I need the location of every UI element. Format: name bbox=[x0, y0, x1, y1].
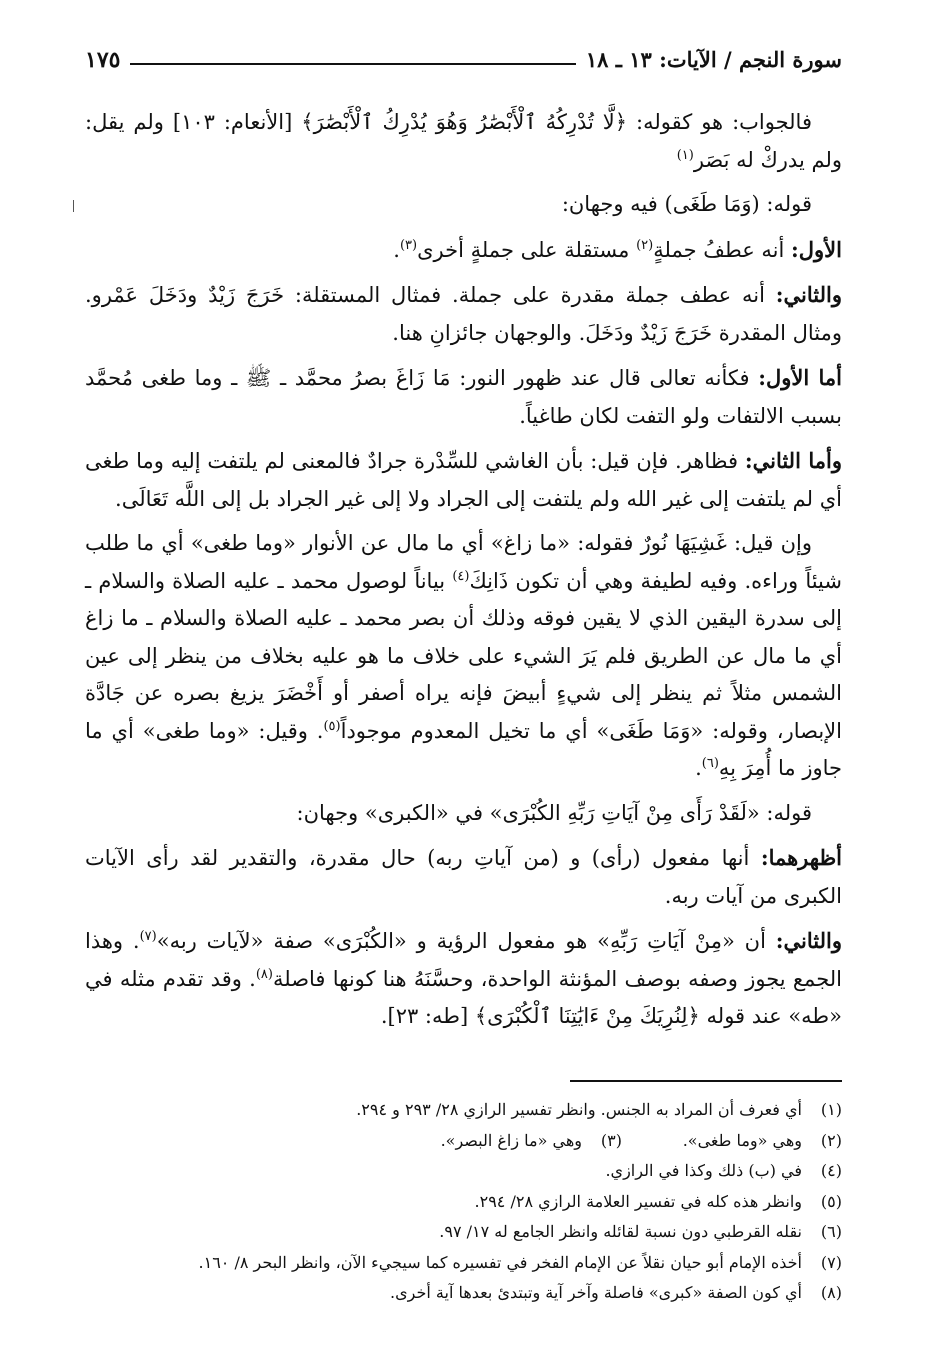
paragraph: أظهرهما: أنها مفعول (رأى) و (من آياتِ ربه) حال مقدرة، والتقدير لقد رأى الآيات الكبرى من آيات ربه. bbox=[85, 845, 842, 908]
footnote: (٧) أخذه الإمام أبو حيان نقلاً عن الإمام الفخر في تفسيره كما سيجيء الآن، وانظر البحر ٨/ ١٦٠. bbox=[198, 1252, 842, 1272]
paragraph: الأول: أنه عطفُ جملةٍ$^{(٢)}$ مستقلة على جملةٍ أخرى$^{(٣)}$. bbox=[393, 236, 842, 262]
paragraph: وأما الثاني: فظاهر. فإن قيل: بأن الغاشي للسِّدْرة جرادٌ فالمعنى لم يلتفت إليه وما طغى أي لم يلتفت إلى غير الله ولم يلتفت إلى الجراد ولا إلى غير الجراد بل إلى اللَّه تَعَالَى. bbox=[85, 448, 842, 511]
paragraph: والثاني: أنه عطف جملة مقدرة على جملة. فمثال المستقلة: خَرَجَ زَيْدٌ ودَخَلَ عَمْرو. ومثال المقدرة خَرَجَ زَيْدٌ ودَخَلَ. والوجهان جائزانِ هنا. bbox=[85, 282, 842, 345]
running-header bbox=[85, 34, 842, 74]
footnote: (٣) وهي «ما زاغ البصر». bbox=[440, 1130, 622, 1150]
margin-mark bbox=[73, 200, 74, 212]
paragraph: فالجواب: هو كقوله: ﴿لَّا تُدْرِكُهُ ٱلْأَبْصَٰرُ وَهُوَ يُدْرِكُ ٱلْأَبْصَٰرَ﴾ [الأنعام: ١٠٣] ولم يقل: ولم يدركْ له بَصَر$^{(١)}$ bbox=[85, 110, 842, 172]
main-text bbox=[85, 104, 842, 1036]
footnote: (١) أي فعرف أن المراد به الجنس. وانظر تفسير الرازي ٢٨/ ٢٩٣ و ٢٩٤. bbox=[356, 1100, 842, 1119]
paragraph: قوله: «لَقَدْ رَأَى مِنْ آيَاتِ رَبِّهِ الكُبْرَى» في «الكبرى» وجهان: bbox=[296, 800, 812, 825]
header-title: سورة النجم / الآيات: ١٣ ـ ١٨ bbox=[585, 47, 842, 72]
footnote: (٨) أي كون الصفة «كبرى» فاصلة وآخر آية وتبتدئ بعدها آية أخرى. bbox=[390, 1283, 842, 1302]
page-number: ١٧٥ bbox=[85, 47, 121, 73]
header-rule bbox=[130, 63, 575, 65]
footnote: (٦) نقله القرطبي دون نسبة لقائله وانظر الجامع له ١٧/ ٩٧. bbox=[439, 1222, 842, 1241]
footnote: (٢) وهي «وما طغى». (٣) وهي «ما زاغ البصر». bbox=[95, 1126, 842, 1157]
paragraph: وإن قيل: غَشِيَهَا نُورٌ فقوله: «ما زاغ» أي ما مال عن الأنوار «وما طغى» أي ما طلب شيئاً وراءه. وفيه لطيفة وهي أن تكون ذَانِكَ$^{(٤)}$ بياناً لوصول محمد ـ عليه الصلاة والسلام ـ إلى سدرة اليقين الذي لا يقين فوقه وذلك أن بصر محمد ـ عليه الصلاة والسلام ـ ما زاغ أي ما مال عن الطريق فلم يَرَ الشيء على خلاف ما هو عليه بخلاف من ينظر إلى عين الشمس مثلاً ثم ينظر إلى شيءٍ أبيضَ فإنه يراه أصفر أو أَخْضَرَ يزيغ بصره عن جَادَّة الإبصار، وقوله: «وَمَا طَغَى» أي ما تخيل المعدوم موجوداً$^{(٥)}$. وقيل: «وما طغى» أي ما جاوز ما أُمِرَ بِهِ$^{(٦)}$. bbox=[85, 531, 842, 780]
paragraph: قوله: (وَمَا طَغَى) فيه وجهان: bbox=[561, 192, 812, 216]
footnotes bbox=[95, 1095, 842, 1309]
footnote-separator bbox=[570, 1080, 842, 1082]
paragraph: والثاني: أن «مِنْ آيَاتِ رَبِّهِ» هو مفعول الرؤية و «الكُبْرَى» صفة «لآيات ربه»$^{(٧)}$. وهذا الجمع يجوز وصفه بوصف المؤنثة الواحدة، وحسَّنَهُ هنا كونها فاصلة$^{(٨)}$. وقد تقدم مثله في «طه» عند قوله ﴿لِنُرِيَكَ مِنْ ءَايَٰتِنَا ٱلْكُبْرَى﴾ [طه: ٢٣]. bbox=[85, 928, 842, 1028]
footnote: (٤) في (ب) ذلك وكذا في الرازي. bbox=[605, 1161, 842, 1180]
footnote: (٥) وانظر هذه كله في تفسير العلامة الرازي ٢٨/ ٢٩٤. bbox=[474, 1191, 842, 1211]
paragraph: أما الأول: فكأنه تعالى قال عند ظهور النور: مَا زَاغَ بصرُ محمَّد ـ ﷺ ـ وما طغى مُحمَّد بسبب الالتفات ولو التفت لكان طاغياً. bbox=[85, 365, 842, 428]
